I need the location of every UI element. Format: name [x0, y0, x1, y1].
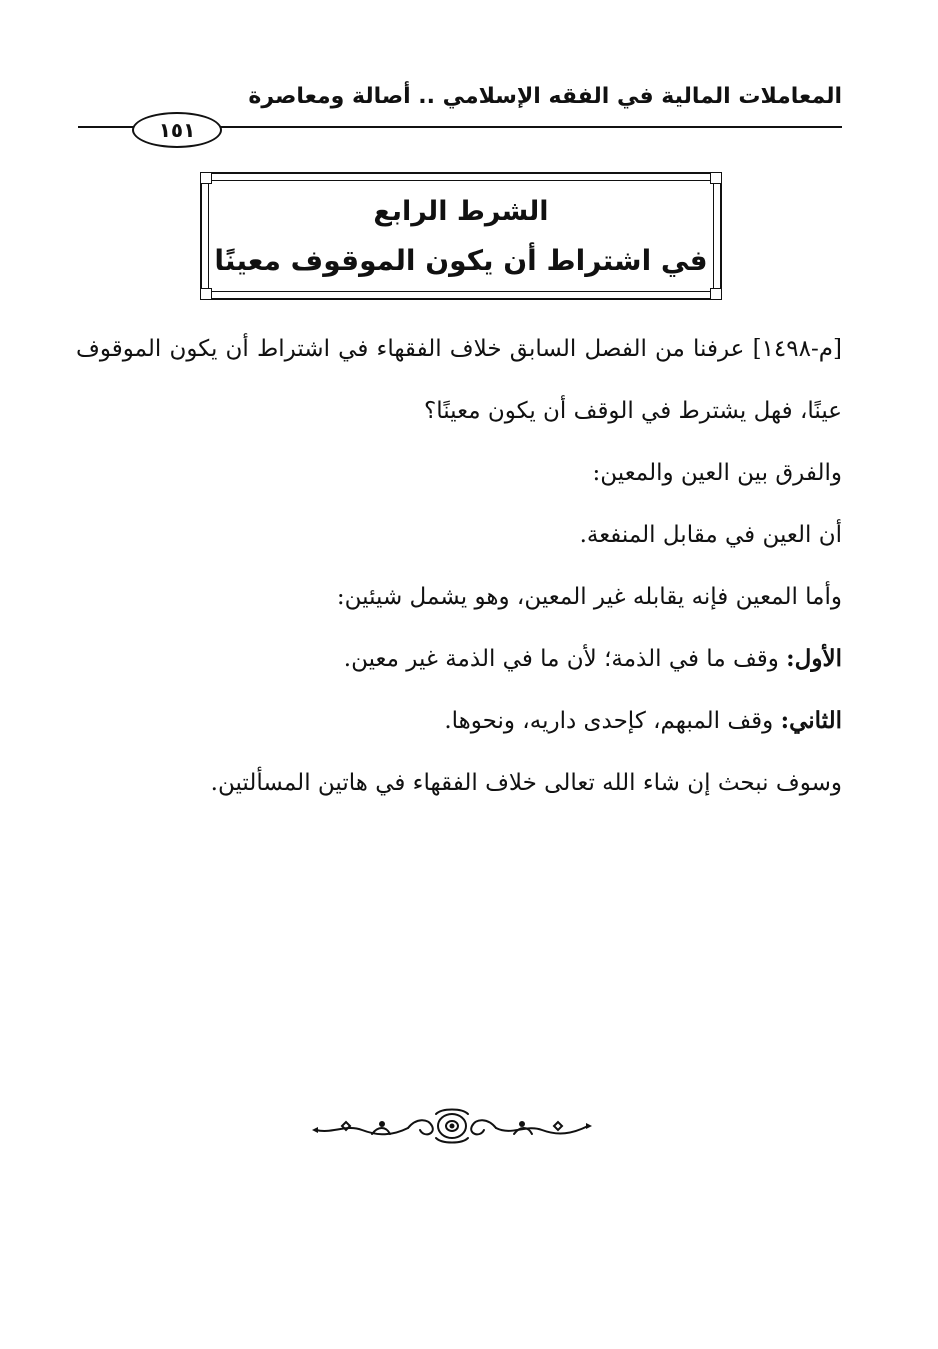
page-number: ١٥١: [132, 112, 222, 148]
first-case-text: وقف ما في الذمة؛ لأن ما في الذمة غير معين.: [343, 646, 787, 672]
second-case-text: وقف المبهم، كإحدى داريه، ونحوها.: [444, 708, 781, 734]
paragraph-intro: [م-١٤٩٨] عرفنا من الفصل السابق خلاف الفقهاء في اشتراط أن يكون الموقوف عينًا، فهل يشترط في الوقف أن يكون معينًا؟: [76, 336, 842, 424]
frame-corner-icon: [710, 288, 722, 300]
section-title-line-1: الشرط الرابع: [373, 196, 549, 227]
ornament-divider-icon: [312, 1104, 592, 1148]
paragraph-ayn: أن العين في مقابل المنفعة.: [579, 522, 842, 548]
frame-corner-icon: [200, 172, 212, 184]
frame-corner-icon: [200, 288, 212, 300]
paragraph-second-case: [76, 690, 842, 752]
body-text: [76, 318, 842, 814]
paragraph-closing: وسوف نبحث إن شاء الله تعالى خلاف الفقهاء في هاتين المسألتين.: [210, 770, 842, 796]
running-header-title: المعاملات المالية في الفقه الإسلامي .. أصالة ومعاصرة: [248, 84, 842, 109]
first-case-label: الأول:: [786, 645, 842, 672]
section-title-box: [200, 172, 722, 300]
paragraph-first-case: [76, 628, 842, 690]
frame-corner-icon: [710, 172, 722, 184]
paragraph-difference: والفرق بين العين والمعين:: [592, 460, 842, 486]
section-title-line-2: في اشتراط أن يكون الموقوف معينًا: [214, 244, 708, 277]
second-case-label: الثاني:: [780, 707, 842, 734]
paragraph-muayyan: وأما المعين فإنه يقابله غير المعين، وهو يشمل شيئين:: [336, 584, 842, 610]
